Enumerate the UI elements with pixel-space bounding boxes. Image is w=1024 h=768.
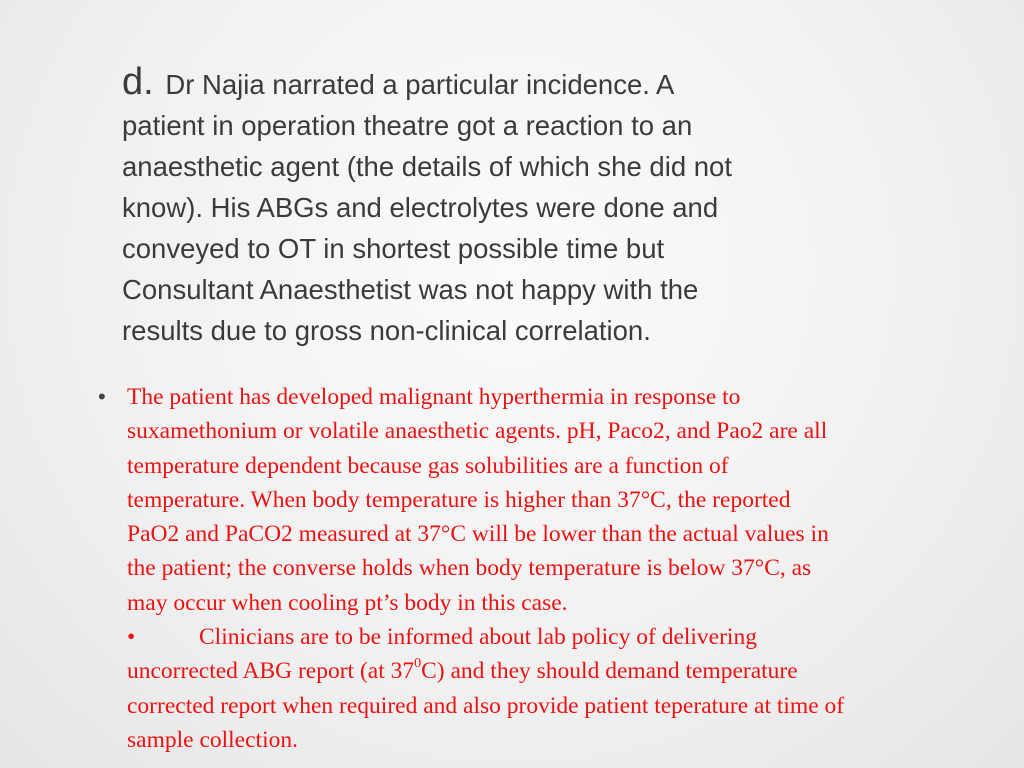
answer-line: the patient; the converse holds when body temperature is below 37°C, as bbox=[127, 555, 812, 582]
answer-line: The patient has developed malignant hyperthermia in response to bbox=[127, 384, 741, 410]
superscript-zero: 0 bbox=[414, 655, 422, 671]
answer-line: may occur when cooling pt’s body in this case. bbox=[127, 589, 568, 616]
question-line: results due to gross non-clinical correlation. bbox=[122, 315, 651, 346]
sub-bullet-line: corrected report when required and also provide patient teperature at time of bbox=[127, 692, 845, 719]
question-line: patient in operation theatre got a reaction to an bbox=[122, 110, 693, 141]
question-line: Consultant Anaesthetist was not happy with the bbox=[122, 274, 699, 305]
answer-line: temperature. When body temperature is higher than 37°C, the reported bbox=[127, 486, 791, 513]
answer-text bbox=[127, 380, 1003, 757]
sub-bullet-text: Clinicians are to be informed about lab policy of delivering bbox=[199, 624, 757, 651]
answer-line: suxamethonium or volatile anaesthetic agents. pH, Paco2, and Pao2 are all bbox=[127, 418, 828, 445]
question-line: anaesthetic agent (the details of which she did not bbox=[122, 151, 732, 182]
sub-bullet-line bbox=[127, 654, 1003, 688]
question-letter: d. bbox=[122, 61, 154, 103]
question-line: conveyed to OT in shortest possible time but bbox=[122, 233, 665, 264]
question-paragraph bbox=[122, 62, 922, 351]
sub-bullet-text: uncorrected ABG report (at 37 bbox=[127, 658, 415, 685]
question-line: Dr Najia narrated a particular incidence. A bbox=[157, 69, 675, 100]
question-line: know). His ABGs and electrolytes were done and bbox=[122, 192, 719, 223]
answer-bullet bbox=[98, 380, 1003, 757]
answer-line: temperature dependent because gas solubilities are a function of bbox=[127, 452, 729, 479]
bullet-dot: • bbox=[98, 384, 106, 409]
sub-bullet-line bbox=[127, 620, 1003, 654]
sub-bullet-line: sample collection. bbox=[127, 726, 298, 753]
answer-line: PaO2 and PaCO2 measured at 37°C will be lower than the actual values in bbox=[127, 521, 829, 548]
sub-bullet-dot: • bbox=[127, 624, 136, 651]
sub-bullet-text: C) and they should demand temperature bbox=[421, 658, 798, 685]
